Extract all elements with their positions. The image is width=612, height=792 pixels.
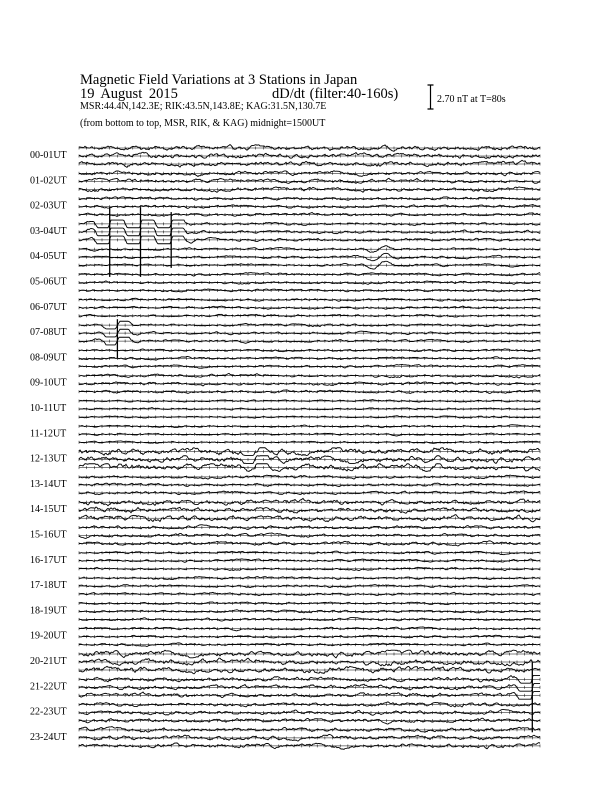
station-coordinates: MSR:44.4N,142.3E; RIK:43.5N,143.8E; KAG:31.5N,130.7E [80,101,327,112]
hour-label: 15-16UT [30,529,67,541]
hour-label: 20-21UT [30,656,67,667]
hour-label: 05-06UT [30,276,67,288]
hour-label: 19-20UT [30,630,67,642]
hour-label: 07-08UT [30,327,67,339]
scale-bar [428,85,434,109]
hour-label: 18-19UT [30,605,67,617]
hour-label: 04-05UT [30,251,67,263]
hour-label: 06-07UT [30,301,67,313]
hour-label: 09-10UT [30,377,67,389]
chart-date: 19 August 2015 [80,86,178,102]
chart-title: Magnetic Field Variations at 3 Stations in Japan [80,72,358,88]
hour-label: 16-17UT [30,554,67,566]
hour-label: 22-23UT [30,706,67,718]
hour-label: 13-14UT [30,478,67,490]
hour-label: 23-24UT [30,731,67,743]
hour-label: 12-13UT [30,453,67,465]
hour-label: 10-11UT [30,403,67,414]
hour-label: 00-01UT [30,150,67,161]
hour-label: 08-09UT [30,352,67,364]
hour-label: 11-12UT [30,428,67,440]
hour-label: 02-03UT [30,200,67,212]
hour-label: 01-02UT [30,175,67,187]
trace-baseline [79,501,540,504]
hour-label: 14-15UT [30,504,67,516]
hour-label: 17-18UT [30,580,67,592]
station-order-note: (from bottom to top, MSR, RIK, & KAG) midnight=1500UT [80,118,326,129]
scale-label: 2.70 nT at T=80s [437,94,506,105]
hour-label: 03-04UT [30,225,67,237]
hour-label: 21-22UT [30,681,67,693]
chart-mode: dD/dt (filter:40-160s) [272,86,399,102]
